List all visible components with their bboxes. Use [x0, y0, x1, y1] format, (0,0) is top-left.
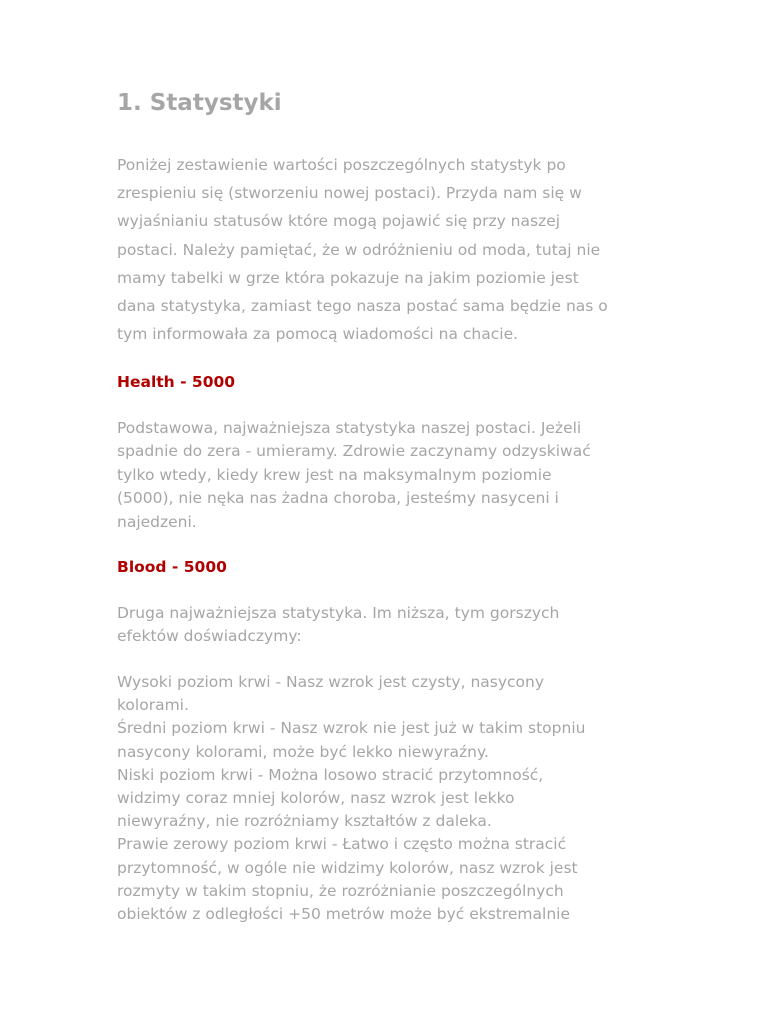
- blood-level-line: przytomność, w ogóle nie widzimy kolorów, nasz wzrok jest: [117, 858, 578, 877]
- intro-paragraph: [117, 151, 608, 348]
- blood-level-line: kolorami.: [117, 696, 189, 715]
- blood-level-line: Prawie zerowy poziom krwi - Łatwo i często można stracić: [117, 835, 567, 854]
- intro-line: tym informowała za pomocą wiadomości na chacie.: [117, 325, 519, 344]
- blood-level-line: rozmyty w takim stopniu, że rozróżnianie poszczególnych: [117, 881, 564, 900]
- intro-line: zrespieniu się (stworzeniu nowej postaci). Przyda nam się w: [117, 184, 582, 203]
- blood-heading: Blood - 5000: [117, 558, 227, 576]
- health-line: najedzeni.: [117, 512, 197, 531]
- blood-level-line: niewyraźny, nie rozróżniamy kształtów z daleka.: [117, 812, 492, 831]
- blood-levels-paragraph: [117, 671, 585, 926]
- blood-line: efektów doświadczymy:: [117, 627, 302, 646]
- intro-line: Poniżej zestawienie wartości poszczególnych statystyk po: [117, 156, 566, 174]
- blood-level-line: Średni poziom krwi - Nasz wzrok nie jest już w takim stopniu: [117, 719, 586, 738]
- blood-level-line: Wysoki poziom krwi - Nasz wzrok jest czysty, nasycony: [117, 673, 545, 691]
- blood-level-line: widzimy coraz mniej kolorów, nasz wzrok jest lekko: [117, 789, 515, 808]
- page-title: 1. Statystyki: [117, 90, 282, 116]
- intro-line: wyjaśnianiu statusów które mogą pojawić się przy naszej: [117, 212, 561, 231]
- health-paragraph: [117, 417, 591, 534]
- blood-level-line: Niski poziom krwi - Można losowo stracić przytomność,: [117, 765, 544, 784]
- health-line: Podstawowa, najważniejsza statystyka naszej postaci. Jeżeli: [117, 419, 582, 437]
- blood-level-line: obiektów z odległości +50 metrów może być ekstremalnie: [117, 905, 571, 924]
- health-line: tylko wtedy, kiedy krew jest na maksymalnym poziomie: [117, 465, 552, 484]
- intro-line: postaci. Należy pamiętać, że w odróżnieniu od moda, tutaj nie: [117, 240, 601, 259]
- blood-paragraph: [117, 602, 559, 648]
- health-heading: Health - 5000: [117, 373, 236, 391]
- health-line: (5000), nie nęka nas żadna choroba, jesteśmy nasyceni i: [117, 489, 559, 508]
- intro-line: dana statystyka, zamiast tego nasza postać sama będzie nas o: [117, 297, 608, 316]
- intro-line: mamy tabelki w grze która pokazuje na jakim poziomie jest: [117, 268, 579, 287]
- health-line: spadnie do zera - umieramy. Zdrowie zaczynamy odzyskiwać: [117, 442, 591, 461]
- blood-line: Druga najważniejsza statystyka. Im niższa, tym gorszych: [117, 604, 560, 622]
- blood-level-line: nasycony kolorami, może być lekko niewyraźny.: [117, 742, 489, 761]
